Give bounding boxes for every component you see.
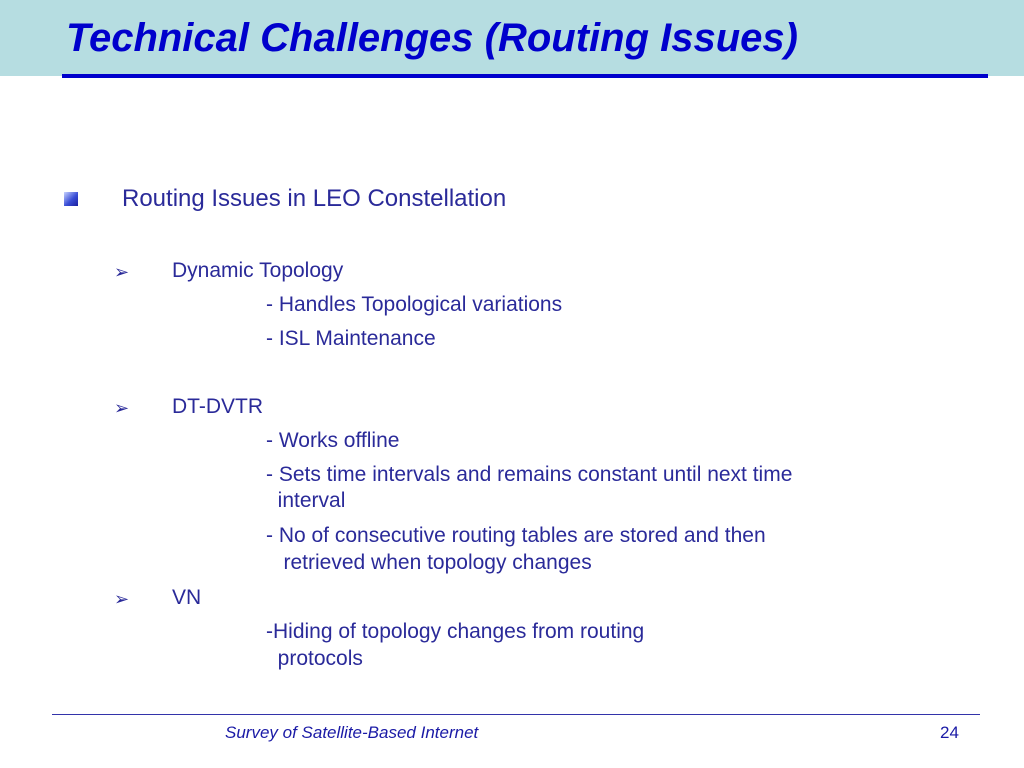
footer-divider bbox=[52, 714, 980, 715]
item-line: - ISL Maintenance bbox=[266, 327, 436, 350]
arrow-bullet-icon: ➢ bbox=[114, 398, 130, 418]
arrow-bullet-icon: ➢ bbox=[114, 589, 130, 609]
page-number: 24 bbox=[940, 723, 959, 742]
item-line-continuation: interval bbox=[266, 489, 346, 512]
slide-title: Technical Challenges (Routing Issues) bbox=[66, 16, 798, 60]
item-line-continuation: protocols bbox=[266, 647, 363, 670]
arrow-bullet-icon: ➢ bbox=[114, 262, 130, 282]
item-line: - Sets time intervals and remains constant until next time bbox=[266, 463, 793, 486]
footer-title: Survey of Satellite-Based Internet bbox=[225, 723, 479, 742]
square-bullet-icon bbox=[64, 192, 78, 206]
item-line: - No of consecutive routing tables are stored and then bbox=[266, 524, 766, 547]
item-label-dynamic-topology: Dynamic Topology bbox=[172, 259, 344, 282]
item-label-dt-dvtr: DT-DVTR bbox=[172, 395, 263, 418]
main-bullet-text: Routing Issues in LEO Constellation bbox=[122, 185, 507, 212]
item-line: - Works offline bbox=[266, 429, 400, 452]
item-label-vn: VN bbox=[172, 586, 202, 609]
item-line-continuation: retrieved when topology changes bbox=[266, 551, 592, 574]
item-line: -Hiding of topology changes from routing bbox=[266, 620, 645, 643]
item-line: - Handles Topological variations bbox=[266, 293, 563, 316]
title-underline bbox=[62, 74, 988, 78]
